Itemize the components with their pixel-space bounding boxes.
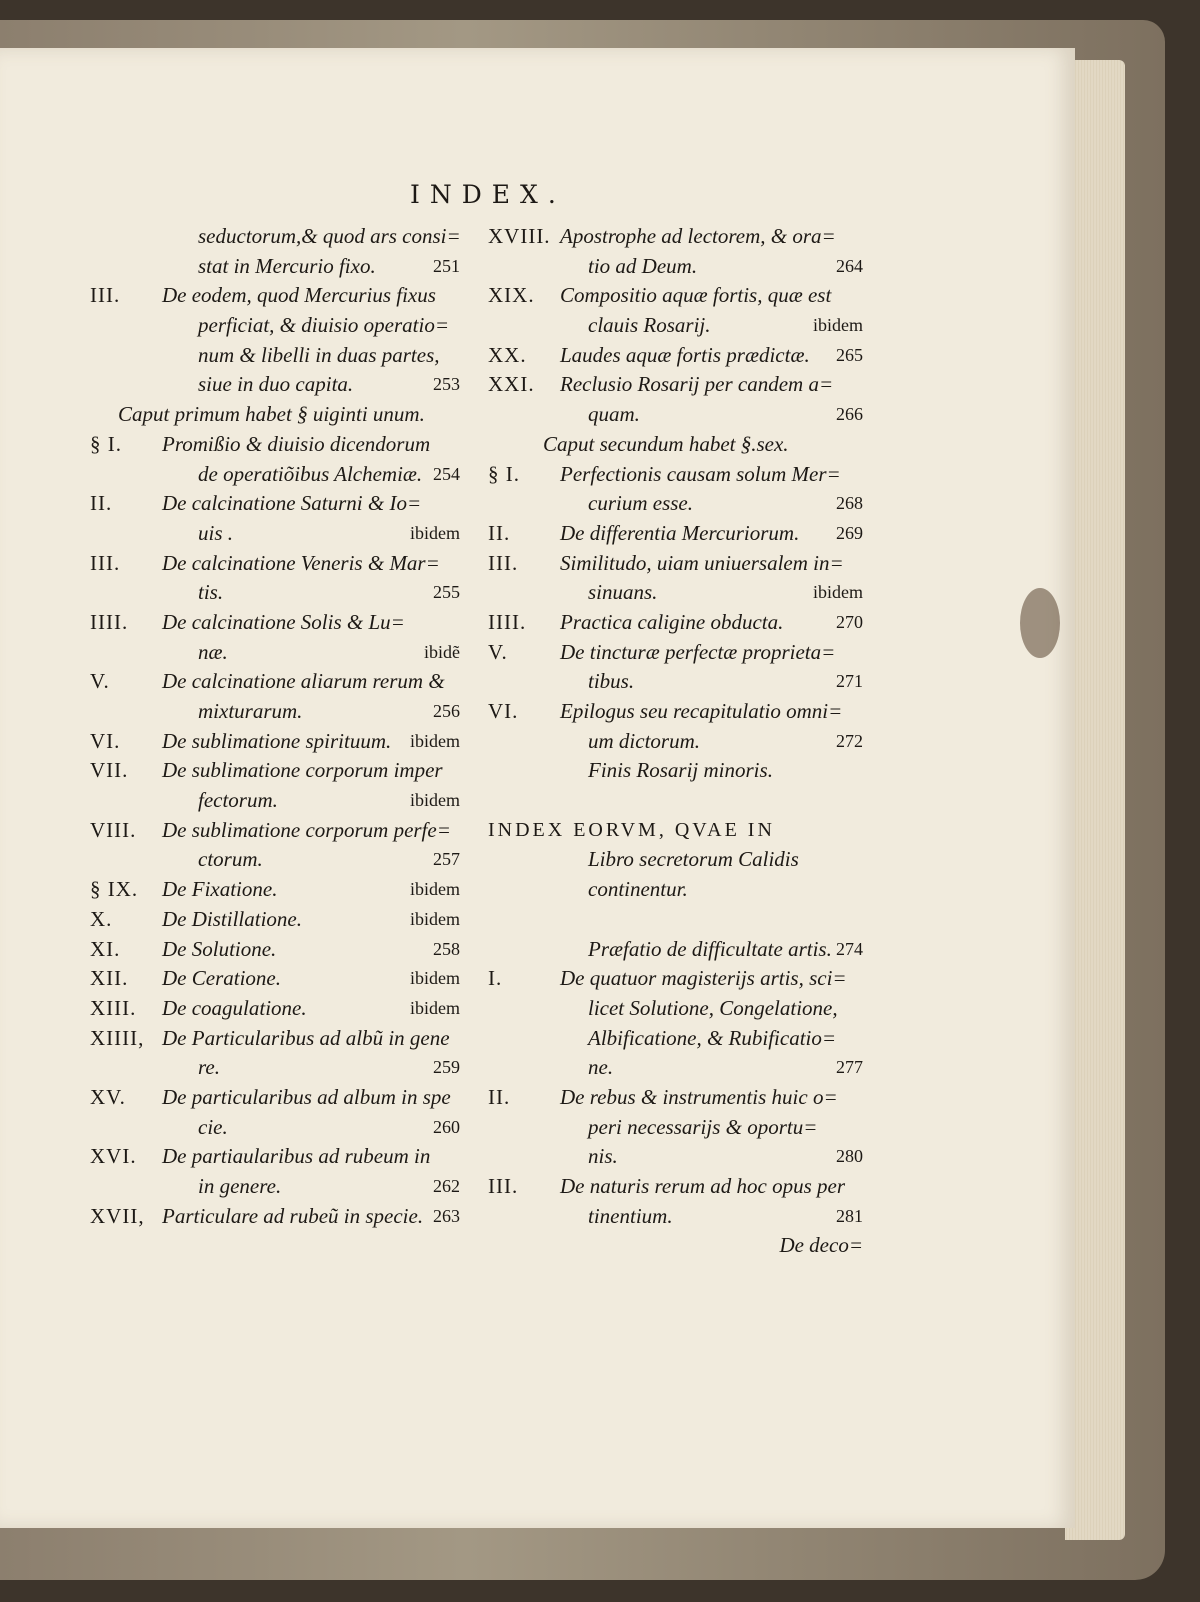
index-entry	[488, 816, 863, 846]
chapter-heading: Caput primum habet § uiginti unum.	[118, 402, 425, 427]
index-entry	[90, 1202, 460, 1232]
entry-text: De calcinatione aliarum rerum &	[162, 669, 445, 694]
page-number: 260	[433, 1116, 460, 1137]
entry-text: siue in duo capita.	[198, 372, 354, 397]
index-entry	[488, 341, 863, 371]
entry-text: tinentium.	[588, 1203, 673, 1228]
index-entry	[90, 756, 460, 786]
entry-number: I.	[488, 966, 503, 991]
page-number: ibidem	[410, 879, 460, 900]
entry-number: XI.	[90, 936, 121, 961]
page-number: 268	[836, 493, 863, 514]
page-number: 258	[433, 938, 460, 959]
entry-number: X.	[90, 906, 113, 931]
index-entry	[90, 430, 460, 460]
entry-text: De sublimatione corporum perfe=	[162, 817, 451, 842]
chapter-heading: Caput secundum habet §.sex.	[543, 431, 789, 456]
entry-text: De Fixatione.	[162, 877, 278, 902]
entry-number: XVI.	[90, 1144, 137, 1169]
entry-text: De calcinatione Solis & Lu=	[162, 609, 405, 634]
index-entry	[488, 638, 863, 668]
entry-number: IIII.	[90, 609, 129, 634]
entry-text: De eodem, quod Mercurius fixus	[162, 283, 436, 308]
index-column-right	[488, 222, 863, 1261]
entry-number: VII.	[90, 758, 129, 783]
page-number: ibidem	[410, 997, 460, 1018]
index-entry	[488, 281, 863, 311]
entry-text: uis .	[198, 520, 234, 545]
entry-text: De tincturæ perfectæ proprieta=	[560, 639, 836, 664]
entry-number: XV.	[90, 1084, 126, 1109]
index-entry	[90, 370, 460, 400]
index-entry	[90, 1083, 460, 1113]
entry-text: Promißio & diuisio dicendorum	[162, 431, 431, 456]
entry-number: II.	[90, 491, 113, 516]
page-number: ibidem	[410, 790, 460, 811]
index-entry	[488, 400, 863, 430]
index-entry	[488, 1172, 863, 1202]
page-header: INDEX.	[410, 180, 566, 209]
entry-text: Albificatione, & Rubificatio=	[588, 1025, 837, 1050]
index-entry	[90, 1053, 460, 1083]
entry-text: næ.	[198, 639, 228, 664]
index-entry	[90, 816, 460, 846]
entry-text: continentur.	[588, 877, 688, 902]
index-entry	[90, 311, 460, 341]
page-number: 271	[836, 671, 863, 692]
entry-number: III.	[90, 550, 121, 575]
entry-text: cie.	[198, 1114, 228, 1139]
entry-text: Epilogus seu recapitulatio omni=	[560, 699, 843, 723]
index-entry	[90, 519, 460, 549]
page-number: ibidem	[410, 730, 460, 751]
index-entry	[488, 519, 863, 549]
entry-text: Apostrophe ad lectorem, & ora=	[560, 224, 836, 248]
entry-text: licet Solutione, Congelatione,	[588, 995, 838, 1020]
entry-text: fectorum.	[198, 788, 278, 813]
entry-number: XX.	[488, 342, 527, 367]
page-number: ibidem	[410, 968, 460, 989]
index-entry	[90, 964, 460, 994]
index-entry	[90, 786, 460, 816]
page-number: 256	[433, 701, 460, 721]
index-entry	[90, 905, 460, 935]
index-entry	[488, 905, 863, 935]
entry-text: De naturis rerum ad hoc opus per	[560, 1174, 846, 1198]
entry-text: peri necessarijs & oportu=	[588, 1114, 818, 1139]
index-entry	[488, 311, 863, 341]
entry-text: De quatuor magisterijs artis, sci=	[560, 966, 847, 991]
index-entry	[90, 578, 460, 608]
page-number: 272	[836, 730, 863, 751]
entry-text: de operatiõibus Alchemiæ.	[198, 461, 423, 486]
entry-text: stat in Mercurio fixo.	[198, 253, 376, 278]
index-entry	[90, 638, 460, 668]
entry-number: II.	[488, 1084, 511, 1109]
index-entry	[488, 370, 863, 400]
index-entry	[90, 1024, 460, 1054]
entry-text: Præfatio de difficultate artis.	[588, 936, 832, 961]
page-number: 280	[836, 1146, 863, 1167]
entry-text: num & libelli in duas partes,	[198, 342, 440, 367]
entry-text: De Ceratione.	[162, 966, 281, 991]
index-entry	[90, 994, 460, 1024]
index-entry	[488, 1231, 863, 1261]
page-number: 254	[433, 463, 460, 484]
entry-text: Perfectionis causam solum Mer=	[560, 461, 841, 486]
entry-text: De sublimatione spirituum.	[162, 728, 392, 753]
page-number: ibidem	[813, 315, 863, 336]
index-entry	[488, 1053, 863, 1083]
entry-text: in genere.	[198, 1174, 282, 1198]
entry-number: XXI.	[488, 372, 535, 397]
stain	[1020, 588, 1060, 658]
index-entry	[90, 608, 460, 638]
index-entry	[90, 281, 460, 311]
page-number: 266	[836, 404, 863, 425]
page-number: ibidem	[813, 582, 863, 603]
entry-text: De partiaularibus ad rubeum in	[162, 1144, 431, 1169]
entry-text: Reclusio Rosarij per candem a=	[560, 372, 834, 397]
entry-text: De calcinatione Veneris & Mar=	[162, 550, 440, 575]
page-number: ibidem	[410, 522, 460, 543]
index-entry	[90, 875, 460, 905]
entry-number: III.	[488, 550, 519, 575]
entry-text: Laudes aquæ fortis prædictæ.	[560, 342, 810, 367]
entry-text: mixturarum.	[198, 699, 303, 723]
entry-number: VI.	[90, 728, 121, 753]
index-entry	[488, 1202, 863, 1232]
index-entry	[488, 1024, 863, 1054]
entry-number: XII.	[90, 966, 129, 991]
index-entry	[488, 578, 863, 608]
index-entry	[488, 756, 863, 786]
index-entry	[488, 727, 863, 757]
section-title: INDEX EORVM, QVAE IN	[488, 818, 775, 841]
index-entry	[488, 935, 863, 965]
index-entry	[488, 252, 863, 282]
entry-number: § I.	[488, 461, 520, 486]
entry-number: XIX.	[488, 283, 535, 308]
index-entry	[90, 549, 460, 579]
entry-text: Compositio aquæ fortis, quæ est	[560, 283, 832, 308]
entry-text: Libro secretorum Calidis	[588, 847, 799, 872]
entry-text: um dictorum.	[588, 728, 700, 753]
entry-text: seductorum,& quod ars consi=	[198, 224, 461, 248]
entry-text: De sublimatione corporum imper	[162, 758, 443, 783]
index-entry	[488, 489, 863, 519]
entry-number: § I.	[90, 431, 122, 456]
page-number: 274	[836, 938, 863, 959]
index-entry	[90, 727, 460, 757]
entry-text: De Particularibus ad albũ in gene	[162, 1025, 450, 1050]
index-entry	[90, 935, 460, 965]
page-number: 263	[433, 1205, 460, 1226]
index-entry	[488, 222, 863, 252]
page-number: 281	[836, 1205, 863, 1226]
index-entry	[488, 845, 863, 875]
entry-text: De Distillatione.	[162, 906, 302, 931]
entry-number: XVII,	[90, 1203, 145, 1228]
page-number: ibidem	[410, 908, 460, 929]
entry-text: tis.	[198, 580, 224, 605]
page-number: 277	[836, 1057, 863, 1078]
index-entry	[488, 875, 863, 905]
entry-text: De deco=	[779, 1233, 863, 1258]
index-entry	[90, 489, 460, 519]
page-number: 257	[433, 849, 460, 870]
entry-text: De differentia Mercuriorum.	[560, 520, 800, 545]
page-number: 251	[433, 255, 460, 276]
entry-text: De calcinatione Saturni & Io=	[162, 491, 422, 516]
entry-text: perficiat, & diuisio operatio=	[198, 313, 449, 338]
index-entry	[488, 1113, 863, 1143]
entry-text: Practica caligine obducta.	[560, 609, 784, 634]
page-number: ibidẽ	[424, 641, 460, 662]
entry-text: tibus.	[588, 669, 635, 694]
index-entry	[90, 1142, 460, 1172]
index-entry	[90, 667, 460, 697]
entry-text: clauis Rosarij.	[588, 313, 711, 338]
entry-number: XIIII,	[90, 1025, 145, 1050]
entry-text: De rebus & instrumentis huic o=	[560, 1084, 838, 1109]
index-entry	[488, 994, 863, 1024]
index-entry	[90, 252, 460, 282]
entry-text: Particulare ad rubeũ in specie.	[162, 1203, 424, 1228]
entry-number: XVIII.	[488, 224, 551, 248]
entry-number: VI.	[488, 699, 519, 723]
index-entry	[488, 1083, 863, 1113]
entry-text: re.	[198, 1055, 220, 1080]
page-number: 259	[433, 1057, 460, 1078]
entry-text: nis.	[588, 1144, 618, 1169]
page-number: 265	[836, 344, 863, 365]
page-number: 269	[836, 522, 863, 543]
index-entry	[90, 845, 460, 875]
entry-number: III.	[488, 1174, 519, 1198]
entry-text: sinuans.	[588, 580, 658, 605]
entry-text: ne.	[588, 1055, 614, 1080]
page-number: 255	[433, 582, 460, 603]
index-entry	[90, 460, 460, 490]
page-number: 264	[836, 255, 863, 276]
index-entry	[90, 341, 460, 371]
index-entry	[90, 1172, 460, 1202]
page-number: 262	[433, 1176, 460, 1196]
index-entry	[488, 964, 863, 994]
index-entry	[488, 549, 863, 579]
page-number: 270	[836, 611, 863, 632]
entry-text: De Solutione.	[162, 936, 277, 961]
entry-text: curium esse.	[588, 491, 693, 516]
index-entry	[488, 460, 863, 490]
page-number: 253	[433, 374, 460, 395]
entry-number: IIII.	[488, 609, 527, 634]
index-entry	[90, 222, 460, 252]
entry-text: De particularibus ad album in spe	[162, 1084, 451, 1109]
entry-text: ctorum.	[198, 847, 263, 872]
entry-text: quam.	[588, 402, 640, 427]
index-entry	[488, 786, 863, 816]
index-entry	[488, 608, 863, 638]
entry-number: VIII.	[90, 817, 137, 842]
entry-number: V.	[488, 639, 508, 664]
entry-text: Similitudo, uiam uniuersalem in=	[560, 550, 844, 575]
entry-number: V.	[90, 669, 110, 694]
entry-number: § IX.	[90, 877, 139, 902]
index-entry	[90, 697, 460, 727]
index-entry	[488, 1142, 863, 1172]
entry-text: Finis Rosarij minoris.	[588, 758, 773, 783]
index-entry	[90, 1113, 460, 1143]
entry-number: II.	[488, 520, 511, 545]
entry-text: tio ad Deum.	[588, 253, 698, 278]
index-entry	[488, 430, 863, 460]
entry-text: De coagulatione.	[162, 995, 307, 1020]
entry-number: III.	[90, 283, 121, 308]
index-entry	[488, 697, 863, 727]
index-entry	[488, 667, 863, 697]
index-column-left	[90, 222, 460, 1231]
index-entry	[90, 400, 460, 430]
entry-number: XIII.	[90, 995, 137, 1020]
